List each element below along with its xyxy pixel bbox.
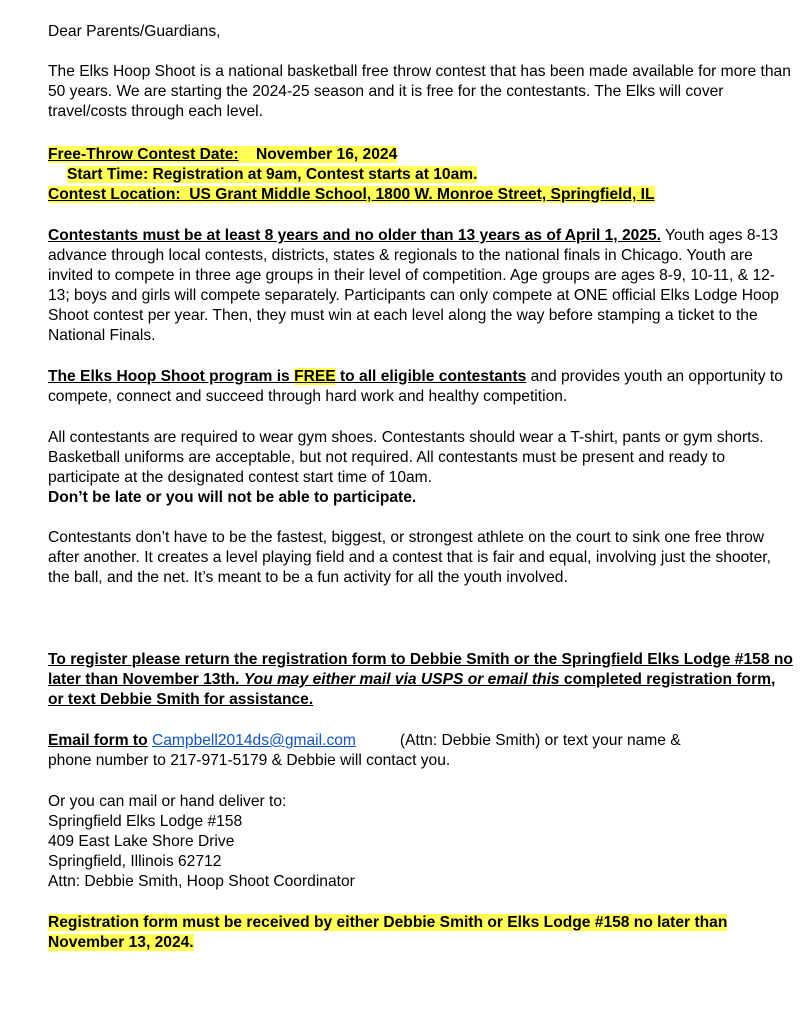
mail-line-4: Attn: Debbie Smith, Hoop Shoot Coordinator — [48, 873, 355, 890]
free-program-heading: The Elks Hoop Shoot program is FREE to all eligible contestants — [48, 368, 527, 385]
mail-line-2: 409 East Lake Shore Drive — [48, 833, 235, 850]
register-emphasis: You may either mail via USPS or email this — [243, 671, 560, 688]
mail-line-3: Springfield, Illinois 62712 — [48, 853, 222, 870]
mail-line-1: Springfield Elks Lodge #158 — [48, 813, 243, 830]
level-field-paragraph: Contestants don’t have to be the fastest, biggest, or strongest athlete on the court to sink one free throw after another. It creates a level playing field and a contest that is fair and equal, involving just the shooter, the ball, and the net. It’s meant to be a fun activity for all the youth involved. — [48, 529, 771, 586]
email-link[interactable]: Campbell2014ds@gmail.com — [151, 732, 356, 749]
attire-body: All contestants are required to wear gym shoes. Contestants should wear a T-shirt, pants or gym shorts. Basketball uniforms are acceptable, but not required. All contestants must be present and ready to participate at the designated contest start time of 10am. — [48, 429, 764, 486]
contest-location-label: Contest Location: — [48, 186, 181, 203]
eligibility-heading: Contestants must be at least 8 years and no older than 13 years as of April 1, 2025. — [48, 227, 661, 244]
late-warning: Don’t be late or you will not be able to participate. — [48, 489, 417, 506]
email-phone-line: phone number to 217-971-5179 & Debbie will contact you. — [48, 752, 451, 769]
eligibility-body: Youth ages 8-13 advance through local contests, districts, states & regionals to the national finals in Chicago. Youth are invited to compete in three age groups in their level of competition. Age groups are ages 8-9, 10-11, & 12-13; boys and girls will compete separately. Participants can only compete at ONE official Elks Lodge Hoop Shoot contest per year. Then, they must win at each level along the way before stamping a ticket to the National Finals. — [48, 227, 779, 344]
contest-location-line — [48, 186, 655, 203]
contest-start-time: Start Time: Registration at 9am, Contest starts at 10am. — [67, 166, 478, 183]
contest-details — [48, 145, 793, 205]
greeting: Dear Parents/Guardians, — [48, 23, 221, 40]
deadline-text: Registration form must be received by either Debbie Smith or Elks Lodge #158 no later than November 13, 2024. — [48, 914, 728, 951]
mail-intro: Or you can mail or hand deliver to: — [48, 793, 287, 810]
contest-location-value: US Grant Middle School, 1800 W. Monroe Street, Springfield, IL — [189, 186, 655, 203]
email-label: Email form to — [48, 732, 148, 749]
email-paragraph — [48, 731, 793, 771]
free-word: FREE — [294, 368, 336, 385]
eligibility-paragraph — [48, 226, 793, 346]
deadline-notice — [48, 913, 793, 953]
intro-paragraph: The Elks Hoop Shoot is a national basketball free throw contest that has been made available for more than 50 years. We are starting the 2024-25 season and it is free for the contestants. The Elks will cover travel/costs through each level. — [48, 63, 791, 120]
register-instructions: To register please return the registration form to Debbie Smith or the Springfield Elks Lodge #158 no later than November 13th. You may either mail via USPS or email this completed registration form, or text Debbie Smith for assistance. — [48, 651, 793, 708]
free-program-paragraph — [48, 367, 793, 407]
contest-date-line — [48, 146, 397, 163]
attire-paragraph — [48, 428, 793, 508]
free-program-body: and provides youth an opportunity to compete, connect and succeed through hard work and healthy competition. — [48, 368, 783, 405]
email-attn: (Attn: Debbie Smith) or text your name & — [399, 732, 681, 749]
mail-address-block — [48, 792, 793, 892]
contest-date-value: November 16, 2024 — [255, 146, 398, 163]
contest-date-label: Free-Throw Contest Date: — [48, 146, 239, 163]
